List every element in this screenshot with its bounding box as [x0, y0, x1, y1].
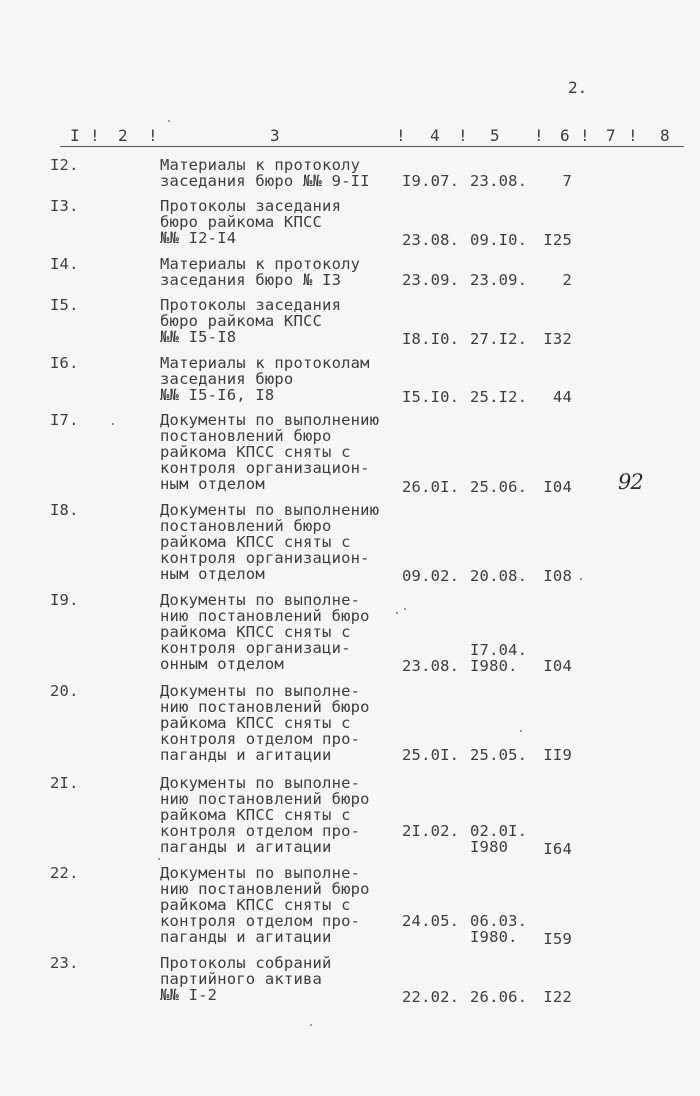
item-number: 20. — [50, 682, 79, 700]
header-col-1: I — [70, 126, 80, 145]
item-title-line: бюро райкома КПСС — [160, 312, 323, 330]
sheet-count: I04 — [543, 478, 572, 496]
item-title-line: контроля отделом про- — [160, 912, 361, 930]
item-title-line: Документы по выполне- — [160, 864, 361, 882]
item-title-line: заседания бюро — [160, 370, 294, 388]
header-sep: ! — [628, 126, 638, 145]
item-number: I4. — [50, 255, 79, 273]
item-title-line: постановлений бюро — [160, 427, 332, 445]
sheet-count: I08 — [543, 567, 572, 585]
sheet-count: 44 — [552, 388, 572, 406]
end-date: 27.I2. — [470, 330, 528, 348]
item-title-line: контроля организаци- — [160, 639, 351, 657]
end-date: 09.I0. — [470, 231, 528, 249]
specks — [112, 423, 114, 425]
end-date: 20.08. — [470, 567, 528, 585]
item-title-line: нию постановлений бюро — [160, 607, 370, 625]
item-title-line: Документы по выполнению — [160, 411, 380, 429]
item-title-line: №№ I5-I8 — [160, 328, 237, 346]
sheet-count: I04 — [543, 657, 572, 675]
item-title-line: нию постановлений бюро — [160, 880, 370, 898]
specks — [580, 578, 582, 580]
specks — [396, 612, 398, 614]
sheet-count: I32 — [543, 330, 572, 348]
item-number: 22. — [50, 864, 79, 882]
item-number: I9. — [50, 591, 79, 609]
item-title-line: паганды и агитации — [160, 838, 332, 856]
header-sep: ! — [534, 126, 544, 145]
header-col-3: 3 — [270, 126, 280, 145]
item-number: I2. — [50, 156, 79, 174]
start-date: 23.09. — [402, 271, 460, 289]
item-title-line: №№ I5-I6, I8 — [160, 386, 275, 404]
column-header-row — [60, 126, 700, 148]
end-date: 06.03. — [470, 912, 528, 930]
specks — [168, 120, 170, 122]
end-date: 23.09. — [470, 271, 528, 289]
item-title-line: райкома КПСС сняты с — [160, 714, 351, 732]
start-date: I5.I0. — [402, 388, 460, 406]
item-title-line: ным отделом — [160, 565, 265, 583]
start-date: 24.05. — [402, 912, 460, 930]
end-date: 02.0I. — [470, 822, 528, 840]
item-title-line: контроля организацион- — [160, 459, 370, 477]
item-title-line: Материалы к протоколу — [160, 255, 361, 273]
item-title-line: заседания бюро № I3 — [160, 271, 342, 289]
end-year: I980. — [470, 928, 518, 946]
start-date: 09.02. — [402, 567, 460, 585]
item-title-line: райкома КПСС сняты с — [160, 623, 351, 641]
header-col-2: 2 — [118, 126, 128, 145]
header-col-8: 8 — [660, 126, 670, 145]
item-title-line: контроля организацион- — [160, 549, 370, 567]
start-date: 22.02. — [402, 988, 460, 1006]
sheet-count: I64 — [543, 840, 572, 858]
sheet-count: I59 — [543, 930, 572, 948]
header-sep: ! — [458, 126, 468, 145]
start-date: I8.I0. — [402, 330, 460, 348]
item-number: I3. — [50, 197, 79, 215]
end-date: 26.06. — [470, 988, 528, 1006]
item-title-line: паганды и агитации — [160, 746, 332, 764]
header-underline — [60, 146, 684, 147]
end-year: I980 — [470, 838, 509, 856]
item-title-line: контроля отделом про- — [160, 822, 361, 840]
item-title-line: Документы по выполне- — [160, 682, 361, 700]
specks — [158, 858, 160, 860]
end-date: 25.06. — [470, 478, 528, 496]
sheet-count: II9 — [543, 746, 572, 764]
end-date: 23.08. — [470, 172, 528, 190]
header-sep: ! — [90, 126, 100, 145]
end-date: I7.04. — [470, 641, 528, 659]
start-date: 2I.02. — [402, 822, 460, 840]
item-title-line: райкома КПСС сняты с — [160, 443, 351, 461]
item-title-line: Документы по выполне- — [160, 591, 361, 609]
item-number: I7. — [50, 411, 79, 429]
end-year: I980. — [470, 657, 518, 675]
sheet-count: 7 — [562, 172, 572, 190]
specks — [310, 1024, 312, 1026]
start-date: 23.08. — [402, 231, 460, 249]
item-title-line: контроля отделом про- — [160, 730, 361, 748]
item-number: 23. — [50, 954, 79, 972]
item-title-line: №№ I2-I4 — [160, 229, 237, 247]
item-title-line: бюро райкома КПСС — [160, 213, 323, 231]
header-col-7: 7 — [606, 126, 616, 145]
item-number: I8. — [50, 501, 79, 519]
item-title-line: Материалы к протоколу — [160, 156, 361, 174]
item-title-line: Протоколы заседания — [160, 197, 342, 215]
header-col-4: 4 — [430, 126, 440, 145]
item-title-line: заседания бюро №№ 9-II — [160, 172, 370, 190]
start-date: I9.07. — [402, 172, 460, 190]
item-title-line: Протоколы собраний — [160, 954, 332, 972]
handwritten-margin-note: 92 — [618, 470, 643, 494]
item-title-line: Документы по выполнению — [160, 501, 380, 519]
item-title-line: нию постановлений бюро — [160, 790, 370, 808]
start-date: 23.08. — [402, 657, 460, 675]
specks — [520, 730, 522, 732]
end-date: 25.05. — [470, 746, 528, 764]
item-title-line: райкома КПСС сняты с — [160, 806, 351, 824]
item-title-line: нию постановлений бюро — [160, 698, 370, 716]
item-title-line: Документы по выполне- — [160, 774, 361, 792]
sheet-count: I25 — [543, 231, 572, 249]
start-date: 25.0I. — [402, 746, 460, 764]
header-sep: ! — [580, 126, 590, 145]
sheet-count: I22 — [543, 988, 572, 1006]
item-number: 2I. — [50, 774, 79, 792]
start-date: 26.0I. — [402, 478, 460, 496]
item-title-line: райкома КПСС сняты с — [160, 533, 351, 551]
item-number: I5. — [50, 296, 79, 314]
header-col-5: 5 — [490, 126, 500, 145]
item-title-line: Материалы к протоколам — [160, 354, 370, 372]
item-title-line: онным отделом — [160, 655, 284, 673]
sheet-count: 2 — [562, 271, 572, 289]
item-title-line: партийного актива — [160, 970, 323, 988]
item-title-line: постановлений бюро — [160, 517, 332, 535]
header-sep: ! — [148, 126, 158, 145]
header-sep: ! — [396, 126, 406, 145]
page-number: 2. — [568, 78, 588, 97]
specks — [404, 608, 406, 610]
item-title-line: ным отделом — [160, 475, 265, 493]
end-date: 25.I2. — [470, 388, 528, 406]
item-title-line: паганды и агитации — [160, 928, 332, 946]
header-col-6: 6 — [560, 126, 570, 145]
item-title-line: Протоколы заседания — [160, 296, 342, 314]
item-title-line: №№ I-2 — [160, 986, 218, 1004]
item-title-line: райкома КПСС сняты с — [160, 896, 351, 914]
item-number: I6. — [50, 354, 79, 372]
